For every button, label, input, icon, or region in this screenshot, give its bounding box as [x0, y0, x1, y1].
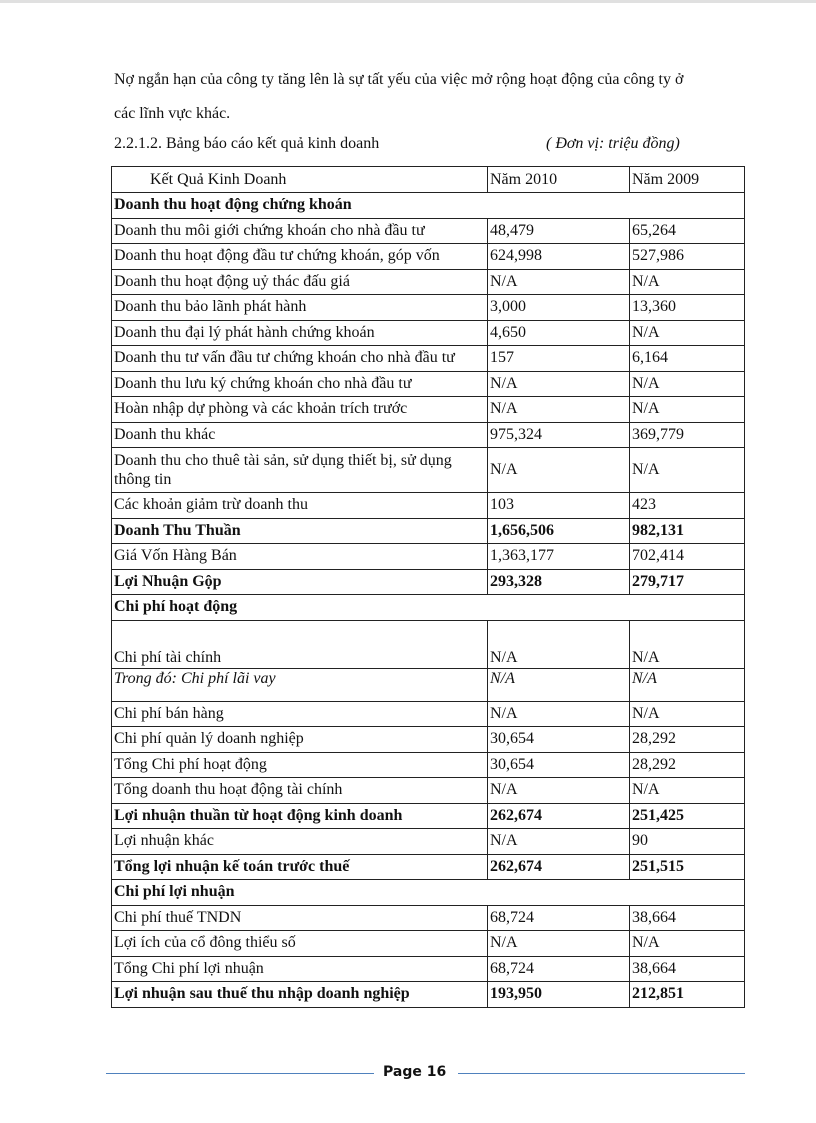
header-year-2010: Năm 2010 — [488, 167, 630, 193]
row-label: Chi phí bán hàng — [112, 701, 488, 727]
value-2010: N/A — [488, 269, 630, 295]
header-year-2009: Năm 2009 — [630, 167, 745, 193]
table-row — [112, 854, 745, 880]
value-2010: N/A — [488, 397, 630, 423]
value-2010: 1,656,506 — [488, 518, 630, 544]
page-footer — [0, 1063, 816, 1087]
row-label: Tổng lợi nhuận kế toán trước thuế — [112, 854, 488, 880]
value-2009: N/A — [630, 320, 745, 346]
row-label: Tổng Chi phí lợi nhuận — [112, 956, 488, 982]
value-2010: N/A — [488, 448, 630, 493]
row-label: Doanh thu khác — [112, 422, 488, 448]
table-row — [112, 244, 745, 270]
value-2009: 38,664 — [630, 956, 745, 982]
value-2010: 48,479 — [488, 218, 630, 244]
row-label: Lợi nhuận khác — [112, 829, 488, 855]
value-2009: 527,986 — [630, 244, 745, 270]
value-2009: N/A — [630, 269, 745, 295]
value-2010: 193,950 — [488, 982, 630, 1008]
row-label: Doanh thu hoạt động uỷ thác đấu giá — [112, 269, 488, 295]
table-row — [112, 448, 745, 493]
table-row — [112, 295, 745, 321]
table-row — [112, 493, 745, 519]
unit-note: ( Đơn vị: triệu đồng) — [546, 135, 680, 152]
table-row — [112, 569, 745, 595]
table-row — [112, 701, 745, 727]
row-label: Chi phí tài chính — [112, 620, 488, 668]
value-2010: 30,654 — [488, 752, 630, 778]
table-row — [112, 803, 745, 829]
section-title: Doanh thu hoạt động chứng khoán — [112, 193, 745, 219]
table-row — [112, 982, 745, 1008]
value-2009: 279,717 — [630, 569, 745, 595]
income-statement-table — [111, 166, 745, 1008]
page-number: Page 16 — [383, 1064, 447, 1080]
value-2010: 103 — [488, 493, 630, 519]
value-2009: N/A — [630, 931, 745, 957]
table-row — [112, 778, 745, 804]
value-2009: 90 — [630, 829, 745, 855]
section-row-revenue — [112, 193, 745, 219]
section-title: Chi phí hoạt động — [112, 595, 745, 621]
table-row — [112, 269, 745, 295]
value-2010: 262,674 — [488, 854, 630, 880]
table-row — [112, 397, 745, 423]
row-label: Hoàn nhập dự phòng và các khoản trích trước — [112, 397, 488, 423]
header-label: Kết Quả Kinh Doanh — [112, 167, 488, 193]
row-label: Tổng Chi phí hoạt động — [112, 752, 488, 778]
row-label: Doanh thu đại lý phát hành chứng khoán — [112, 320, 488, 346]
row-label: Tổng doanh thu hoạt động tài chính — [112, 778, 488, 804]
value-2010: 262,674 — [488, 803, 630, 829]
value-2009: N/A — [630, 701, 745, 727]
value-2009: N/A — [630, 620, 745, 668]
row-label: Doanh thu môi giới chứng khoán cho nhà đầu tư — [112, 218, 488, 244]
table-row — [112, 905, 745, 931]
value-2009: 369,779 — [630, 422, 745, 448]
row-label: Lợi nhuận sau thuế thu nhập doanh nghiệp — [112, 982, 488, 1008]
value-2010: 30,654 — [488, 727, 630, 753]
value-2009: 38,664 — [630, 905, 745, 931]
value-2010: 157 — [488, 346, 630, 372]
table-row — [112, 829, 745, 855]
value-2009: N/A — [630, 668, 745, 701]
value-2010: 293,328 — [488, 569, 630, 595]
row-label: Chi phí thuế TNDN — [112, 905, 488, 931]
row-label: Trong đó: Chi phí lãi vay — [112, 668, 488, 701]
value-2009: N/A — [630, 448, 745, 493]
table-row — [112, 422, 745, 448]
table-row — [112, 620, 745, 668]
section-title: Chi phí lợi nhuận — [112, 880, 745, 906]
row-label: Các khoản giảm trừ doanh thu — [112, 493, 488, 519]
footer-rule-right — [458, 1073, 745, 1074]
value-2009: 65,264 — [630, 218, 745, 244]
value-2010: N/A — [488, 829, 630, 855]
table-row — [112, 371, 745, 397]
value-2010: 975,324 — [488, 422, 630, 448]
table-row — [112, 518, 745, 544]
row-label: Doanh Thu Thuần — [112, 518, 488, 544]
value-2009: 28,292 — [630, 752, 745, 778]
table-row — [112, 956, 745, 982]
value-2009: 13,360 — [630, 295, 745, 321]
row-label: Doanh thu lưu ký chứng khoán cho nhà đầu tư — [112, 371, 488, 397]
row-label: Lợi ích của cổ đông thiểu số — [112, 931, 488, 957]
row-label: Doanh thu hoạt động đầu tư chứng khoán, góp vốn — [112, 244, 488, 270]
value-2010: N/A — [488, 931, 630, 957]
row-label: Doanh thu cho thuê tài sản, sử dụng thiết bị, sử dụng thông tin — [112, 448, 488, 493]
footer-rule-left — [106, 1073, 374, 1074]
value-2009: 423 — [630, 493, 745, 519]
value-2010: N/A — [488, 620, 630, 668]
table-row — [112, 346, 745, 372]
section-row-operating-costs — [112, 595, 745, 621]
row-label: Doanh thu tư vấn đầu tư chứng khoán cho nhà đầu tư — [112, 346, 488, 372]
table-caption: 2.2.1.2. Bảng báo cáo kết quả kinh doanh — [114, 135, 380, 152]
table-row — [112, 727, 745, 753]
page-top-edge — [0, 0, 816, 3]
value-2009: 28,292 — [630, 727, 745, 753]
value-2009: 982,131 — [630, 518, 745, 544]
intro-line-1: Nợ ngắn hạn của công ty tăng lên là sự tất yếu của việc mở rộng hoạt động của công ty ở — [114, 71, 684, 88]
value-2010: 4,650 — [488, 320, 630, 346]
value-2009: 702,414 — [630, 544, 745, 570]
value-2010: N/A — [488, 701, 630, 727]
table-row — [112, 752, 745, 778]
value-2010: 3,000 — [488, 295, 630, 321]
value-2010: N/A — [488, 668, 630, 701]
value-2009: N/A — [630, 397, 745, 423]
table-row — [112, 218, 745, 244]
value-2010: N/A — [488, 371, 630, 397]
row-label: Lợi Nhuận Gộp — [112, 569, 488, 595]
value-2009: 251,515 — [630, 854, 745, 880]
table-row — [112, 931, 745, 957]
value-2009: N/A — [630, 371, 745, 397]
section-row-profit-costs — [112, 880, 745, 906]
value-2010: 68,724 — [488, 956, 630, 982]
table-row — [112, 320, 745, 346]
value-2009: N/A — [630, 778, 745, 804]
value-2009: 6,164 — [630, 346, 745, 372]
value-2010: 624,998 — [488, 244, 630, 270]
value-2009: 212,851 — [630, 982, 745, 1008]
intro-line-2: các lĩnh vực khác. — [114, 105, 231, 122]
table-row — [112, 544, 745, 570]
row-label: Doanh thu bảo lãnh phát hành — [112, 295, 488, 321]
value-2010: 68,724 — [488, 905, 630, 931]
value-2010: N/A — [488, 778, 630, 804]
row-label: Giá Vốn Hàng Bán — [112, 544, 488, 570]
row-label: Lợi nhuận thuần từ hoạt động kinh doanh — [112, 803, 488, 829]
table-header-row — [112, 167, 745, 193]
value-2009: 251,425 — [630, 803, 745, 829]
table-row — [112, 668, 745, 701]
row-label: Chi phí quản lý doanh nghiệp — [112, 727, 488, 753]
value-2010: 1,363,177 — [488, 544, 630, 570]
